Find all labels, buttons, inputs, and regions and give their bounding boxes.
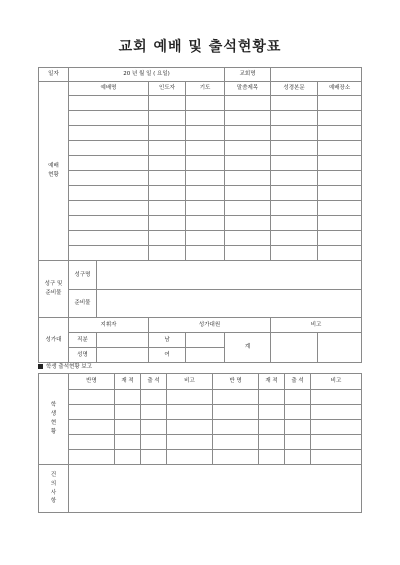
page-title: 교회 예배 및 출석현황표: [118, 39, 282, 55]
choir-header-row: [39, 318, 362, 333]
worship-cell[interactable]: [318, 156, 362, 171]
worship-cell[interactable]: [271, 201, 318, 216]
worship-cell[interactable]: [149, 186, 186, 201]
worship-cell[interactable]: [69, 216, 149, 231]
worship-cell[interactable]: [186, 96, 225, 111]
worship-cell[interactable]: [69, 141, 149, 156]
worship-cell[interactable]: [225, 156, 271, 171]
worship-cell[interactable]: [186, 171, 225, 186]
student-cell[interactable]: [285, 450, 311, 465]
student-cell[interactable]: [115, 405, 141, 420]
student-cell[interactable]: [69, 450, 115, 465]
student-cell[interactable]: [259, 435, 285, 450]
worship-cell[interactable]: [225, 111, 271, 126]
worship-row: [39, 201, 362, 216]
student-cell[interactable]: [167, 390, 213, 405]
student-header-row: [39, 374, 362, 390]
student-col-header: 비고: [167, 374, 213, 390]
choir-remarks-label: 비고: [271, 318, 362, 333]
church-name-field[interactable]: [271, 68, 362, 82]
worship-cell[interactable]: [225, 201, 271, 216]
supplies-field[interactable]: [97, 290, 362, 318]
worship-col-header: 기도: [186, 82, 225, 96]
choir-members-label: 성가대원: [149, 318, 271, 333]
choir-section-label: 성가대: [39, 318, 69, 363]
worship-section-label: 예배 현황: [39, 82, 69, 261]
worship-cell[interactable]: [69, 156, 149, 171]
student-cell[interactable]: [259, 450, 285, 465]
supplies-row: [39, 290, 362, 318]
worship-cell[interactable]: [318, 111, 362, 126]
worship-cell[interactable]: [69, 231, 149, 246]
worship-cell[interactable]: [318, 141, 362, 156]
date-value: 20 년 월 일 ( 요일): [123, 71, 170, 78]
worship-cell[interactable]: [318, 201, 362, 216]
worship-col-header: 인도자: [149, 82, 186, 96]
office-field[interactable]: [97, 333, 149, 348]
worship-cell[interactable]: [318, 96, 362, 111]
name-label: 성명: [69, 348, 97, 363]
worship-cell[interactable]: [69, 201, 149, 216]
worship-cell[interactable]: [225, 96, 271, 111]
worship-cell[interactable]: [69, 171, 149, 186]
worship-col-header: 성경본문: [271, 82, 318, 96]
student-cell[interactable]: [69, 435, 115, 450]
header-row: [39, 68, 362, 82]
worship-cell[interactable]: [271, 171, 318, 186]
worship-cell[interactable]: [186, 231, 225, 246]
worship-cell[interactable]: [149, 171, 186, 186]
worship-cell[interactable]: [318, 246, 362, 261]
verse-label: 성구명: [69, 261, 97, 290]
student-cell[interactable]: [141, 450, 167, 465]
student-cell[interactable]: [115, 450, 141, 465]
student-cell[interactable]: [259, 390, 285, 405]
choir-office-row: [39, 333, 362, 348]
student-cell[interactable]: [115, 390, 141, 405]
student-row: [39, 405, 362, 420]
worship-row: [39, 231, 362, 246]
student-cell[interactable]: [285, 420, 311, 435]
student-cell[interactable]: [141, 405, 167, 420]
worship-cell[interactable]: [225, 231, 271, 246]
worship-row: [39, 96, 362, 111]
worship-cell[interactable]: [186, 201, 225, 216]
male-count-field[interactable]: [186, 333, 225, 348]
worship-cell[interactable]: [271, 156, 318, 171]
total-label: 계: [225, 333, 271, 363]
worship-cell[interactable]: [149, 156, 186, 171]
worship-row: [39, 171, 362, 186]
worship-attendance-table: [38, 67, 362, 363]
worship-cell[interactable]: [271, 246, 318, 261]
worship-cell[interactable]: [318, 186, 362, 201]
date-label: 일자: [39, 68, 69, 82]
student-cell[interactable]: [167, 420, 213, 435]
worship-cell[interactable]: [186, 216, 225, 231]
worship-cell[interactable]: [69, 111, 149, 126]
student-col-header: 반 명: [213, 374, 259, 390]
worship-cell[interactable]: [225, 246, 271, 261]
student-cell[interactable]: [285, 435, 311, 450]
worship-cell[interactable]: [271, 111, 318, 126]
female-label: 여: [149, 348, 186, 363]
student-cell[interactable]: [285, 405, 311, 420]
student-cell[interactable]: [167, 405, 213, 420]
worship-row: [39, 126, 362, 141]
student-cell[interactable]: [213, 420, 259, 435]
worship-cell[interactable]: [225, 171, 271, 186]
worship-col-header: 말씀제목: [225, 82, 271, 96]
verse-row: [39, 261, 362, 290]
worship-cell[interactable]: [149, 96, 186, 111]
worship-cell[interactable]: [225, 186, 271, 201]
student-cell[interactable]: [141, 420, 167, 435]
worship-row: [39, 156, 362, 171]
student-section-title: [38, 362, 92, 370]
student-section-label: 학 생 현 황: [39, 374, 69, 465]
student-col-header: 반명: [69, 374, 115, 390]
student-cell[interactable]: [213, 405, 259, 420]
worship-cell[interactable]: [69, 246, 149, 261]
student-cell[interactable]: [69, 420, 115, 435]
student-cell[interactable]: [167, 450, 213, 465]
worship-cell[interactable]: [186, 126, 225, 141]
worship-cell[interactable]: [149, 216, 186, 231]
student-cell[interactable]: [141, 390, 167, 405]
worship-cell[interactable]: [318, 216, 362, 231]
student-cell[interactable]: [167, 435, 213, 450]
student-cell[interactable]: [213, 390, 259, 405]
worship-cell[interactable]: [225, 216, 271, 231]
worship-cell[interactable]: [186, 111, 225, 126]
student-cell[interactable]: [285, 390, 311, 405]
worship-cell[interactable]: [149, 201, 186, 216]
worship-cell[interactable]: [186, 246, 225, 261]
worship-cell[interactable]: [271, 231, 318, 246]
conductor-label: 지휘자: [69, 318, 149, 333]
notes-label: 건 의 사 항: [39, 465, 69, 513]
student-cell[interactable]: [311, 390, 362, 405]
student-cell[interactable]: [311, 435, 362, 450]
worship-row: [39, 186, 362, 201]
student-row: [39, 390, 362, 405]
student-attendance-table: [38, 373, 362, 513]
student-cell[interactable]: [69, 390, 115, 405]
worship-cell[interactable]: [149, 111, 186, 126]
student-cell[interactable]: [311, 405, 362, 420]
worship-row: [39, 111, 362, 126]
notes-row: [39, 465, 362, 513]
worship-cell[interactable]: [149, 246, 186, 261]
student-cell[interactable]: [311, 420, 362, 435]
worship-cell[interactable]: [186, 186, 225, 201]
total-field[interactable]: [271, 333, 318, 363]
supplies-label: 준비물: [69, 290, 97, 318]
worship-cell[interactable]: [69, 96, 149, 111]
worship-cell[interactable]: [318, 171, 362, 186]
worship-cell[interactable]: [149, 141, 186, 156]
student-col-header: 출 석: [285, 374, 311, 390]
worship-cell[interactable]: [271, 126, 318, 141]
worship-cell[interactable]: [271, 141, 318, 156]
worship-cell[interactable]: [186, 156, 225, 171]
student-cell[interactable]: [259, 420, 285, 435]
worship-cell[interactable]: [186, 141, 225, 156]
student-col-header: 비고: [311, 374, 362, 390]
notes-field[interactable]: [69, 465, 362, 513]
student-cell[interactable]: [213, 435, 259, 450]
student-cell[interactable]: [141, 435, 167, 450]
student-col-header: 재 적: [115, 374, 141, 390]
worship-cell[interactable]: [225, 141, 271, 156]
student-cell[interactable]: [115, 435, 141, 450]
student-cell[interactable]: [69, 405, 115, 420]
student-row: [39, 435, 362, 450]
student-cell[interactable]: [259, 405, 285, 420]
date-field[interactable]: [69, 68, 225, 82]
worship-row: [39, 141, 362, 156]
hymn-section-label: 성구 및 준비물: [39, 261, 69, 318]
worship-cell[interactable]: [69, 186, 149, 201]
verse-field[interactable]: [97, 261, 362, 290]
student-row: [39, 450, 362, 465]
worship-cell[interactable]: [271, 186, 318, 201]
worship-header-row: [39, 82, 362, 96]
worship-row: [39, 216, 362, 231]
worship-cell[interactable]: [69, 126, 149, 141]
student-cell[interactable]: [311, 450, 362, 465]
choir-remarks-field[interactable]: [318, 333, 362, 363]
student-cell[interactable]: [115, 420, 141, 435]
square-bullet-icon: [38, 364, 43, 369]
worship-cell[interactable]: [271, 96, 318, 111]
worship-cell[interactable]: [318, 126, 362, 141]
worship-cell[interactable]: [149, 126, 186, 141]
worship-col-header: 예배장소: [318, 82, 362, 96]
worship-col-header: 예배명: [69, 82, 149, 96]
female-count-field[interactable]: [186, 348, 225, 363]
student-col-header: 출 석: [141, 374, 167, 390]
worship-cell[interactable]: [271, 216, 318, 231]
student-row: [39, 420, 362, 435]
worship-cell[interactable]: [149, 231, 186, 246]
student-section-title-text: 학생 출석현황 보고: [46, 364, 93, 370]
student-cell[interactable]: [213, 450, 259, 465]
name-field[interactable]: [97, 348, 149, 363]
office-label: 직분: [69, 333, 97, 348]
student-col-header: 재 적: [259, 374, 285, 390]
church-label: 교회명: [225, 68, 271, 82]
worship-row: [39, 246, 362, 261]
worship-cell[interactable]: [318, 231, 362, 246]
worship-cell[interactable]: [225, 126, 271, 141]
male-label: 남: [149, 333, 186, 348]
